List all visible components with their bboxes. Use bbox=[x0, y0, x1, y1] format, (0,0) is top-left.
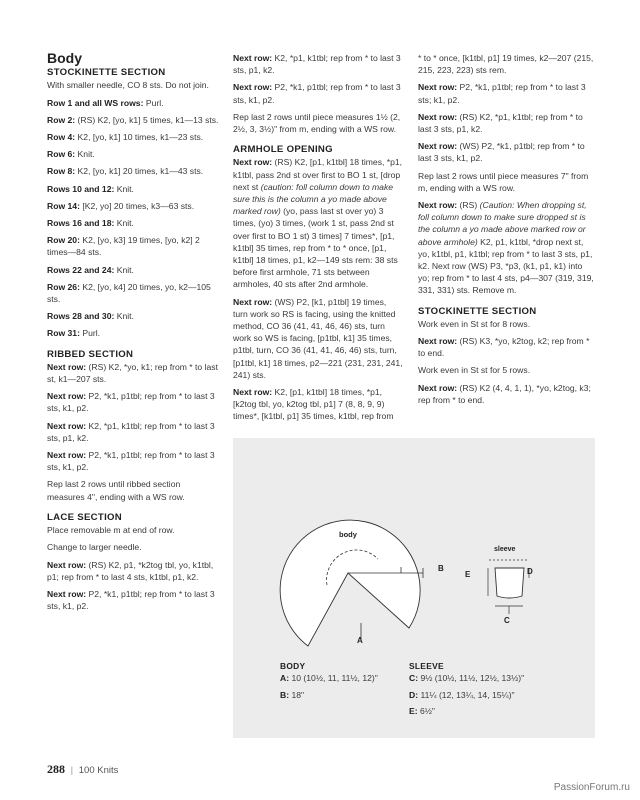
label-B: B bbox=[438, 564, 444, 573]
watermark: PassionForum.ru bbox=[553, 782, 630, 793]
instruction: Row 4: K2, [yo, k1] 10 times, k1—23 sts. bbox=[47, 132, 204, 143]
label-A: A bbox=[357, 636, 363, 645]
heading-stockinette-2: STOCKINETTE SECTION bbox=[418, 305, 537, 317]
instruction: Row 6: Knit. bbox=[47, 149, 95, 160]
instruction: Next row: K2, [p1, k1tbl] 18 times, *p1, [k2tog tbl, yo, k2tog tbl, p1] 7 (8, 8, 9, 9) times*, [k1tbl, p1] 35 times, k1tbl, rep from bbox=[233, 387, 394, 422]
body-label: body bbox=[339, 530, 357, 539]
instruction: Row 20: K2, [yo, k3] 19 times, [yo, k2] 2 times—84 sts. bbox=[47, 235, 200, 258]
instruction: Change to larger needle. bbox=[47, 542, 142, 553]
label-D: D bbox=[527, 567, 533, 576]
instruction: Rows 10 and 12: Knit. bbox=[47, 183, 134, 194]
instruction: * to * once, [k1tbl, p1] 19 times, k2—207 (215, 215, 223, 223) sts rem. bbox=[418, 53, 594, 76]
instruction: Next row: (RS) K3, *yo, k2tog, k2; rep from * to end. bbox=[418, 336, 590, 359]
instruction: Next row: P2, *k1, p1tbl; rep from * to last 3 sts, k1, p2. bbox=[47, 391, 215, 414]
column-3 bbox=[418, 52, 594, 411]
instruction: Rep last 2 rows until ribbed section measures 4", ending with a WS row. bbox=[47, 479, 185, 502]
instruction: Work even in St st for 5 rows. bbox=[418, 365, 531, 376]
instruction: Next row: (RS) K2, *p1, k1tbl; rep from * to last 3 sts, p1, k2. bbox=[418, 111, 583, 135]
footer-separator: | bbox=[70, 765, 74, 776]
instruction: Row 8: K2, [yo, k1] 20 times, k1—43 sts. bbox=[47, 166, 204, 177]
instruction: Rep last 2 rows until piece measures 1½ (2, 2½, 3, 3½)" from m, ending with a WS row. bbox=[233, 111, 401, 135]
instruction: Next row: P2, *k1, p1tbl; rep from * to last 3 sts, k1, p2. bbox=[233, 82, 401, 105]
instruction: Row 1 and all WS rows: Purl. bbox=[47, 97, 164, 108]
instruction: Row 26: K2, [yo, k4] 20 times, yo, k2—105 sts. bbox=[47, 281, 211, 305]
sleeve-label: sleeve bbox=[494, 546, 516, 553]
label-C: C bbox=[504, 616, 510, 625]
sleeve-shape bbox=[495, 568, 524, 598]
instruction: Next row: P2, *k1, p1tbl; rep from * to last 3 sts, k1, p2. bbox=[47, 588, 215, 612]
instruction: Row 31: Purl. bbox=[47, 328, 101, 339]
column-1 bbox=[47, 52, 219, 617]
instruction: Row 2: (RS) K2, [yo, k1] 5 times, k1—13 sts. bbox=[47, 114, 219, 125]
heading-ribbed: RIBBED SECTION bbox=[47, 348, 134, 360]
instruction: Next row: P2, *k1, p1tbl; rep from * to last 3 sts, k1, p2. bbox=[47, 450, 215, 473]
page-footer bbox=[47, 762, 118, 777]
label-E: E bbox=[465, 570, 471, 579]
instruction: Rows 16 and 18: Knit. bbox=[47, 218, 134, 229]
heading-lace: LACE SECTION bbox=[47, 511, 123, 523]
instruction: Rows 28 and 30: Knit. bbox=[47, 311, 134, 322]
body-measurements: BODY A: 10 (10½, 11, 11½, 12)" B: 18" bbox=[280, 661, 378, 700]
instruction: Next row: (RS) K2, p1, *k2tog tbl, yo, k1tbl, p1; rep from * to last 4 sts, k1tbl, p1, k2. bbox=[47, 559, 214, 582]
instruction: Next row: (RS) K2, [p1, k1tbl] 18 times, *p1, k1tbl, pass 2nd st over first to BO 1 st, [drop next st (caution: foll column down to make sure this is the column a yo made above marked row) (yo, pass last st over yo) 3 times, (yo) 3 times, (work 1 st, pass 2nd st over first to BO 1 st) 3 times] 7 times*, [p1, k1tbl] 35 times, rep from * to * once, [p1, k1tbl] 18 times, p1, k2—149 sts rem: 38 sts before first armhole, 71 sts between armholes, 40 sts after 2nd armhole. bbox=[233, 157, 403, 290]
heading-armhole: ARMHOLE OPENING bbox=[233, 144, 333, 156]
heading-stockinette: STOCKINETTE SECTION bbox=[47, 67, 166, 79]
instruction: Next row: (RS) K2, *yo, k1; rep from * to last st, k1—207 sts. bbox=[47, 361, 218, 385]
column-2 bbox=[233, 52, 403, 428]
instruction: With smaller needle, CO 8 sts. Do not join. bbox=[47, 80, 209, 91]
instruction: Row 14: [K2, yo] 20 times, k3—63 sts. bbox=[47, 200, 195, 211]
schematic-panel bbox=[233, 438, 595, 738]
instruction: Next row: (RS) (Caution: When dropping st, foll column down to make sure dropped st is the column a yo made above marked row or above armhole) K2, p1, k1tbl, *drop next st, yo, k1tbl, p1, k1tbl; rep from * to last 3 sts, p1, k2. Next row (WS) P3, *p3, (k1, p1, k1) into yo; rep from * to last 4 sts, p4—307 (319, 319, 331, 331) sts. Remove m. bbox=[418, 200, 594, 296]
instruction: Next row: (WS) P2, [k1, p1tbl] 19 times, turn work so RS is facing, using the knitted method, CO 36 (41, 41, 46, 46) sts, turn work so WS is facing, [p1tbl, k1] 35 times, p1tbl, turn, CO 36 (41, 41, 46, 46) sts, turn, [p1tbl, k1] 18 times, p2—221 (231, 231, 241, 241) sts. bbox=[233, 296, 403, 380]
book-title: 100 Knits bbox=[78, 765, 119, 776]
page-number: 288 bbox=[47, 762, 65, 776]
instruction: Work even in St st for 8 rows. bbox=[418, 318, 531, 329]
instruction: Rep last 2 rows until piece measures 7" from m, ending with a WS row. bbox=[418, 170, 589, 193]
section-title: Body bbox=[47, 50, 82, 66]
instruction: Next row: (RS) K2 (4, 4, 1, 1), *yo, k2tog, k3; rep from * to end. bbox=[418, 382, 591, 405]
instruction: Next row: K2, *p1, k1tbl; rep from * to last 3 sts, p1, k2. bbox=[47, 420, 215, 443]
instruction: Next row: K2, *p1, k1tbl; rep from * to last 3 sts, p1, k2. bbox=[233, 53, 401, 76]
instruction: Rows 22 and 24: Knit. bbox=[47, 264, 134, 275]
sleeve-measurements: SLEEVE C: 9½ (10½, 11½, 12½, 13½)" D: 11¼ (12, 13¼, 14, 15¼)" E: 6½" bbox=[409, 661, 525, 717]
instruction: Next row: (WS) P2, *k1, p1tbl; rep from * to last 3 sts, k1, p2. bbox=[418, 141, 585, 164]
instruction: Place removable m at end of row. bbox=[47, 525, 175, 536]
instruction: Next row: P2, *k1, p1tbl; rep from * to last 3 sts; k1, p2. bbox=[418, 82, 586, 105]
